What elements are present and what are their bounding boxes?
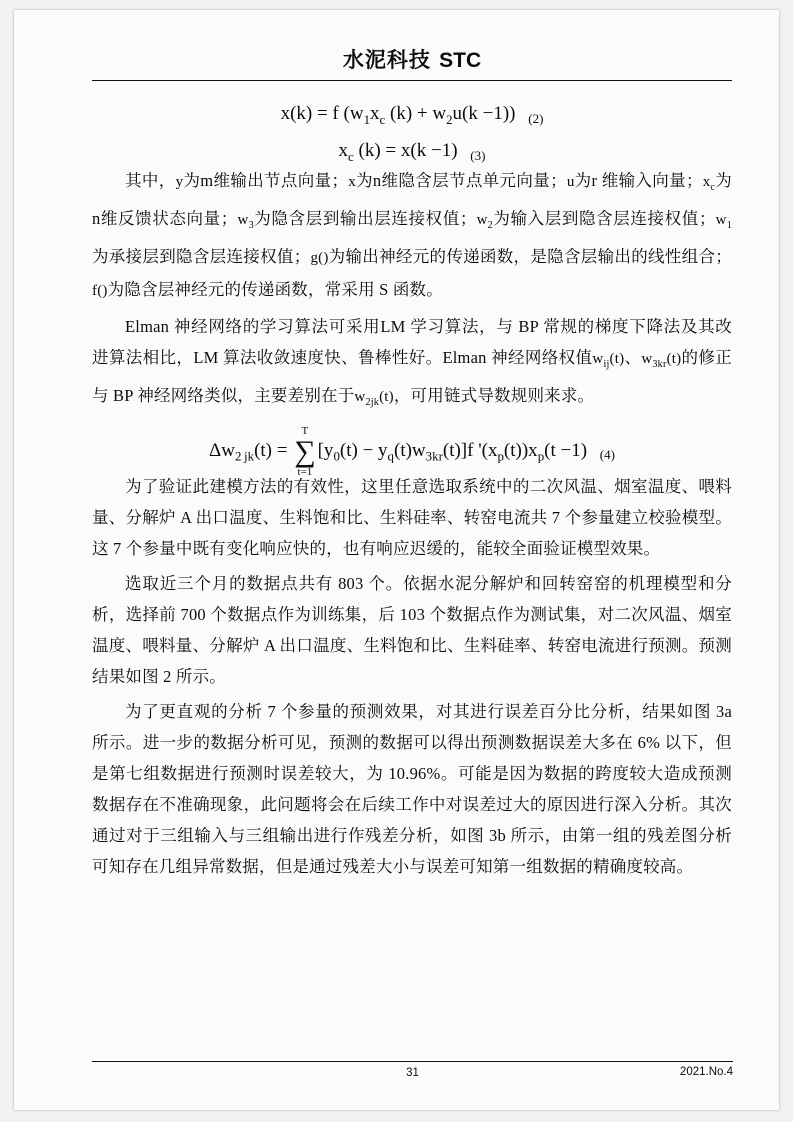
p1-var-x: x — [348, 173, 356, 190]
paragraph-dataset: 选取近三个月的数据点共有 803 个。依据水泥分解炉和回转窑窑的机理模型和分析，选择前 700 个数据点作为训练集，后 103 个数据点作为测试集，对二次风温、烟室温度、喂料量、分解炉 A 出口温度、生料饱和比、生料硅率、转窑电流进行预测。预测结果如图 2 所示。 — [92, 573, 732, 686]
equation-3-number: (3) — [470, 147, 486, 163]
p2-seg-b: 、 — [624, 347, 642, 367]
p2-seg-d: ，可用链式导数规则来求。 — [393, 385, 595, 405]
p2-var-w3kr: $w_{3kr}(t)$ — [641, 350, 682, 370]
p1-var-y: y — [175, 173, 184, 190]
p1-var-w2: $w_2$ — [476, 211, 493, 231]
p1-seg-i: 为输出神经元的传递函数，是隐含层输出的线性组合； — [328, 246, 732, 266]
equation-2-number: (2) — [528, 111, 544, 126]
p1-seg-h: 为承接层到隐含层连接权值； — [92, 246, 311, 266]
paragraph-lm-algorithm — [92, 311, 732, 418]
journal-title-abbr: STC — [439, 49, 482, 72]
equation-4: $\Delta w_{2 jk}(t)$ = T ∑ t=1 $[y_0(t) - y_q(t)w_{3kr}(t)]f$ '$(x_p(t))x_p(t -1)$ $_{(4)}$ — [209, 424, 615, 478]
p1-seg-j: 为隐含层神经元的传递函数，常采用 S 函数。 — [107, 279, 443, 299]
p1-seg-f: 为隐含层到输出层连接权值； — [253, 208, 477, 228]
p1-var-u: u — [566, 173, 575, 190]
p2-var-w2jk: $w_{2jk}(t)$ — [354, 388, 394, 408]
p1-seg-c: 为n维隐含层节点单元向量； — [355, 170, 567, 190]
p1-var-w1: $w_1$ — [715, 211, 732, 231]
journal-title — [92, 44, 732, 74]
page-sheet — [14, 10, 779, 1110]
page-content — [92, 44, 732, 882]
p1-seg-b: 为m维输出节点向量； — [183, 170, 349, 190]
equation-2: x(k) = f ($w_1x_c$ $(k) + w_2u(k -1)$) $_{(2)}$ — [280, 103, 544, 127]
p2-seg-c: 的修正与 BP 神经网络类似，主要差别在于 — [92, 347, 733, 405]
p2-seg-a: Elman 神经网络的学习算法可采用LM 学习算法，与 BP 常规的梯度下降法及其改进算法相比，LM 算法收敛速度快、鲁棒性好。Elman 神经网络权值 — [92, 316, 732, 367]
p1-seg-d: 为r 维输入向量； — [574, 170, 703, 190]
p1-seg-a: 其中， — [125, 170, 176, 190]
p1-var-g0: g() — [310, 249, 329, 266]
page-header — [92, 44, 732, 81]
p1-var-xc: $x_c$ — [702, 173, 716, 193]
paragraph-error-analysis: 为了更直观的分析 7 个参量的预测效果，对其进行误差百分比分析，结果如图 3a 所示。进一步的数据分析可见，预测的数据可以得出预测数据误差大多在 6% 以下，但是第七组数据进行预测时误差较大，为 10.96%。可能是因为数据的跨度较大造成预测数据存在不准确现象，此问题将会在后续工作中对误差过大的原因进行深入分析。其次通过对于三组输入与三组输出进行作残差分析，如图 3b 所示，由第一组的残差图分析可知存在几组异常数据，但是通过残差大小与误差可知第一组数据的精确度较高。 — [92, 701, 732, 876]
p1-var-w3: $w_3$ — [237, 211, 254, 231]
equation-3: $x_c$ (k) = x(k −1) $_{(3)}$ — [338, 139, 486, 164]
equation-4-number: (4) — [599, 447, 615, 463]
p2-var-w1ij: $w_{ij}(t)$ — [592, 350, 625, 370]
journal-title-cn: 水泥科技 — [342, 48, 431, 72]
paragraph-definitions — [92, 165, 732, 307]
paragraph-validation-params: 为了验证此建模方法的有效性，这里任意选取系统中的二次风温、烟室温度、喂料量、分解炉 A 出口温度、生料饱和比、生料硅率、转窑电流共 7 个参量建立校验模型。这 7 个参量中既有变化响应快的，也有响应迟缓的，能较全面验证模型效果。 — [92, 476, 732, 558]
page-footer — [92, 1061, 733, 1078]
p1-seg-e: 为n维反馈状态向量； — [92, 170, 732, 228]
summation-symbol: T ∑ t=1 — [294, 424, 316, 478]
footer-page-number: 31 — [406, 1067, 419, 1079]
p1-var-f0: f() — [92, 282, 108, 299]
p1-seg-g: 为输入层到隐含层连接权值； — [492, 208, 716, 228]
footer-issue: 2021.No.4 — [679, 1066, 733, 1078]
